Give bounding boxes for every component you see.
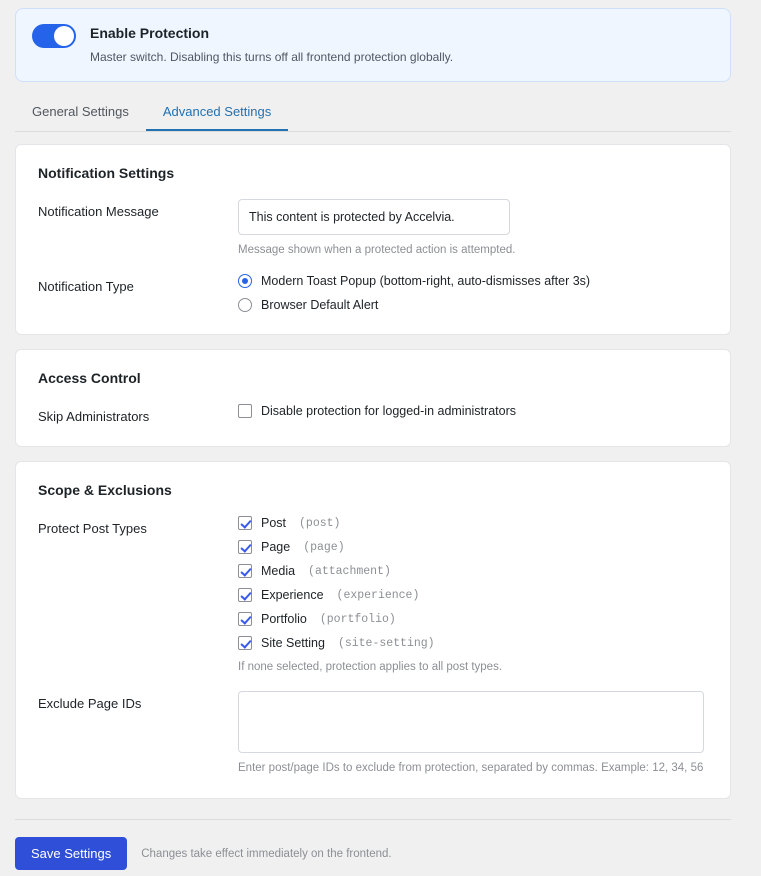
post-type-page[interactable] [238, 540, 708, 554]
skip-administrators-label: Skip Administrators [38, 409, 150, 424]
protect-post-types-list [238, 516, 708, 675]
protect-post-types-label: Protect Post Types [38, 521, 147, 536]
notification-settings-card [15, 144, 731, 335]
notification-message-input[interactable] [238, 199, 510, 235]
notification-type-label: Notification Type [38, 279, 134, 294]
exclude-page-ids-row [38, 691, 708, 776]
post-type-slug: (site-setting) [337, 636, 435, 650]
post-type-slug: (page) [303, 540, 345, 554]
post-type-slug: (attachment) [308, 564, 391, 578]
settings-footer [15, 819, 731, 870]
post-type-name: Media [261, 564, 296, 578]
settings-tabs [15, 102, 731, 132]
notification-message-field [238, 199, 708, 258]
checkbox-icon[interactable] [238, 588, 252, 602]
notification-message-row [38, 199, 708, 258]
radio-icon[interactable] [238, 274, 252, 288]
skip-administrators-row [38, 404, 708, 424]
checkbox-icon[interactable] [238, 636, 252, 650]
post-type-media[interactable] [238, 564, 708, 578]
checkbox-icon[interactable] [238, 564, 252, 578]
notification-type-option-alert[interactable] [238, 298, 708, 312]
post-type-portfolio[interactable] [238, 612, 708, 626]
enable-protection-title: Enable Protection [90, 25, 210, 41]
post-type-name: Experience [261, 588, 324, 602]
exclude-page-ids-hint: Enter post/page IDs to exclude from protection, separated by commas. Example: 12, 34, 56 [238, 762, 704, 774]
footer-note: Changes take effect immediately on the frontend. [141, 847, 392, 860]
enable-protection-text [90, 23, 453, 65]
notification-message-hint: Message shown when a protected action is attempted. [238, 244, 516, 256]
enable-protection-toggle[interactable] [32, 24, 76, 48]
post-type-name: Portfolio [261, 612, 307, 626]
settings-page [0, 8, 761, 876]
notification-type-option-alert-label: Browser Default Alert [261, 298, 379, 312]
tab-advanced-settings[interactable]: Advanced Settings [146, 102, 288, 131]
toggle-knob [54, 26, 74, 46]
post-type-experience[interactable] [238, 588, 708, 602]
post-type-name: Post [261, 516, 287, 530]
protect-post-types-row [38, 516, 708, 675]
checkbox-icon[interactable] [238, 612, 252, 626]
scope-exclusions-title: Scope & Exclusions [38, 482, 172, 498]
save-settings-button[interactable]: Save Settings [15, 837, 127, 870]
enable-protection-description: Master switch. Disabling this turns off all frontend protection globally. [90, 50, 454, 64]
skip-administrators-field [238, 404, 708, 418]
access-control-card [15, 349, 731, 447]
scope-exclusions-card [15, 461, 731, 799]
post-type-name: Site Setting [261, 636, 325, 650]
tab-general-settings[interactable]: General Settings [32, 104, 129, 119]
access-control-title: Access Control [38, 370, 141, 386]
notification-type-options [238, 274, 708, 312]
notification-message-label: Notification Message [38, 204, 159, 219]
post-type-site-setting[interactable] [238, 636, 708, 650]
notification-settings-title: Notification Settings [38, 165, 175, 181]
notification-type-option-toast[interactable] [238, 274, 708, 288]
enable-protection-banner [15, 8, 731, 82]
exclude-page-ids-field [238, 691, 708, 776]
post-type-post[interactable] [238, 516, 708, 530]
post-type-slug: (experience) [336, 588, 420, 602]
checkbox-icon[interactable] [238, 540, 252, 554]
checkbox-icon[interactable] [238, 404, 252, 418]
radio-icon[interactable] [238, 298, 252, 312]
checkbox-icon[interactable] [238, 516, 252, 530]
notification-type-row [38, 274, 708, 312]
notification-type-option-toast-label: Modern Toast Popup (bottom-right, auto-dismisses after 3s) [261, 274, 591, 288]
protect-post-types-hint: If none selected, protection applies to all post types. [238, 661, 503, 673]
skip-administrators-option[interactable] [238, 404, 708, 418]
exclude-page-ids-textarea[interactable] [238, 691, 704, 753]
exclude-page-ids-label: Exclude Page IDs [38, 696, 142, 711]
skip-administrators-option-label: Disable protection for logged-in administrators [261, 404, 516, 418]
post-type-slug: (post) [299, 516, 341, 530]
post-type-slug: (portfolio) [319, 612, 396, 626]
post-type-name: Page [261, 540, 291, 554]
